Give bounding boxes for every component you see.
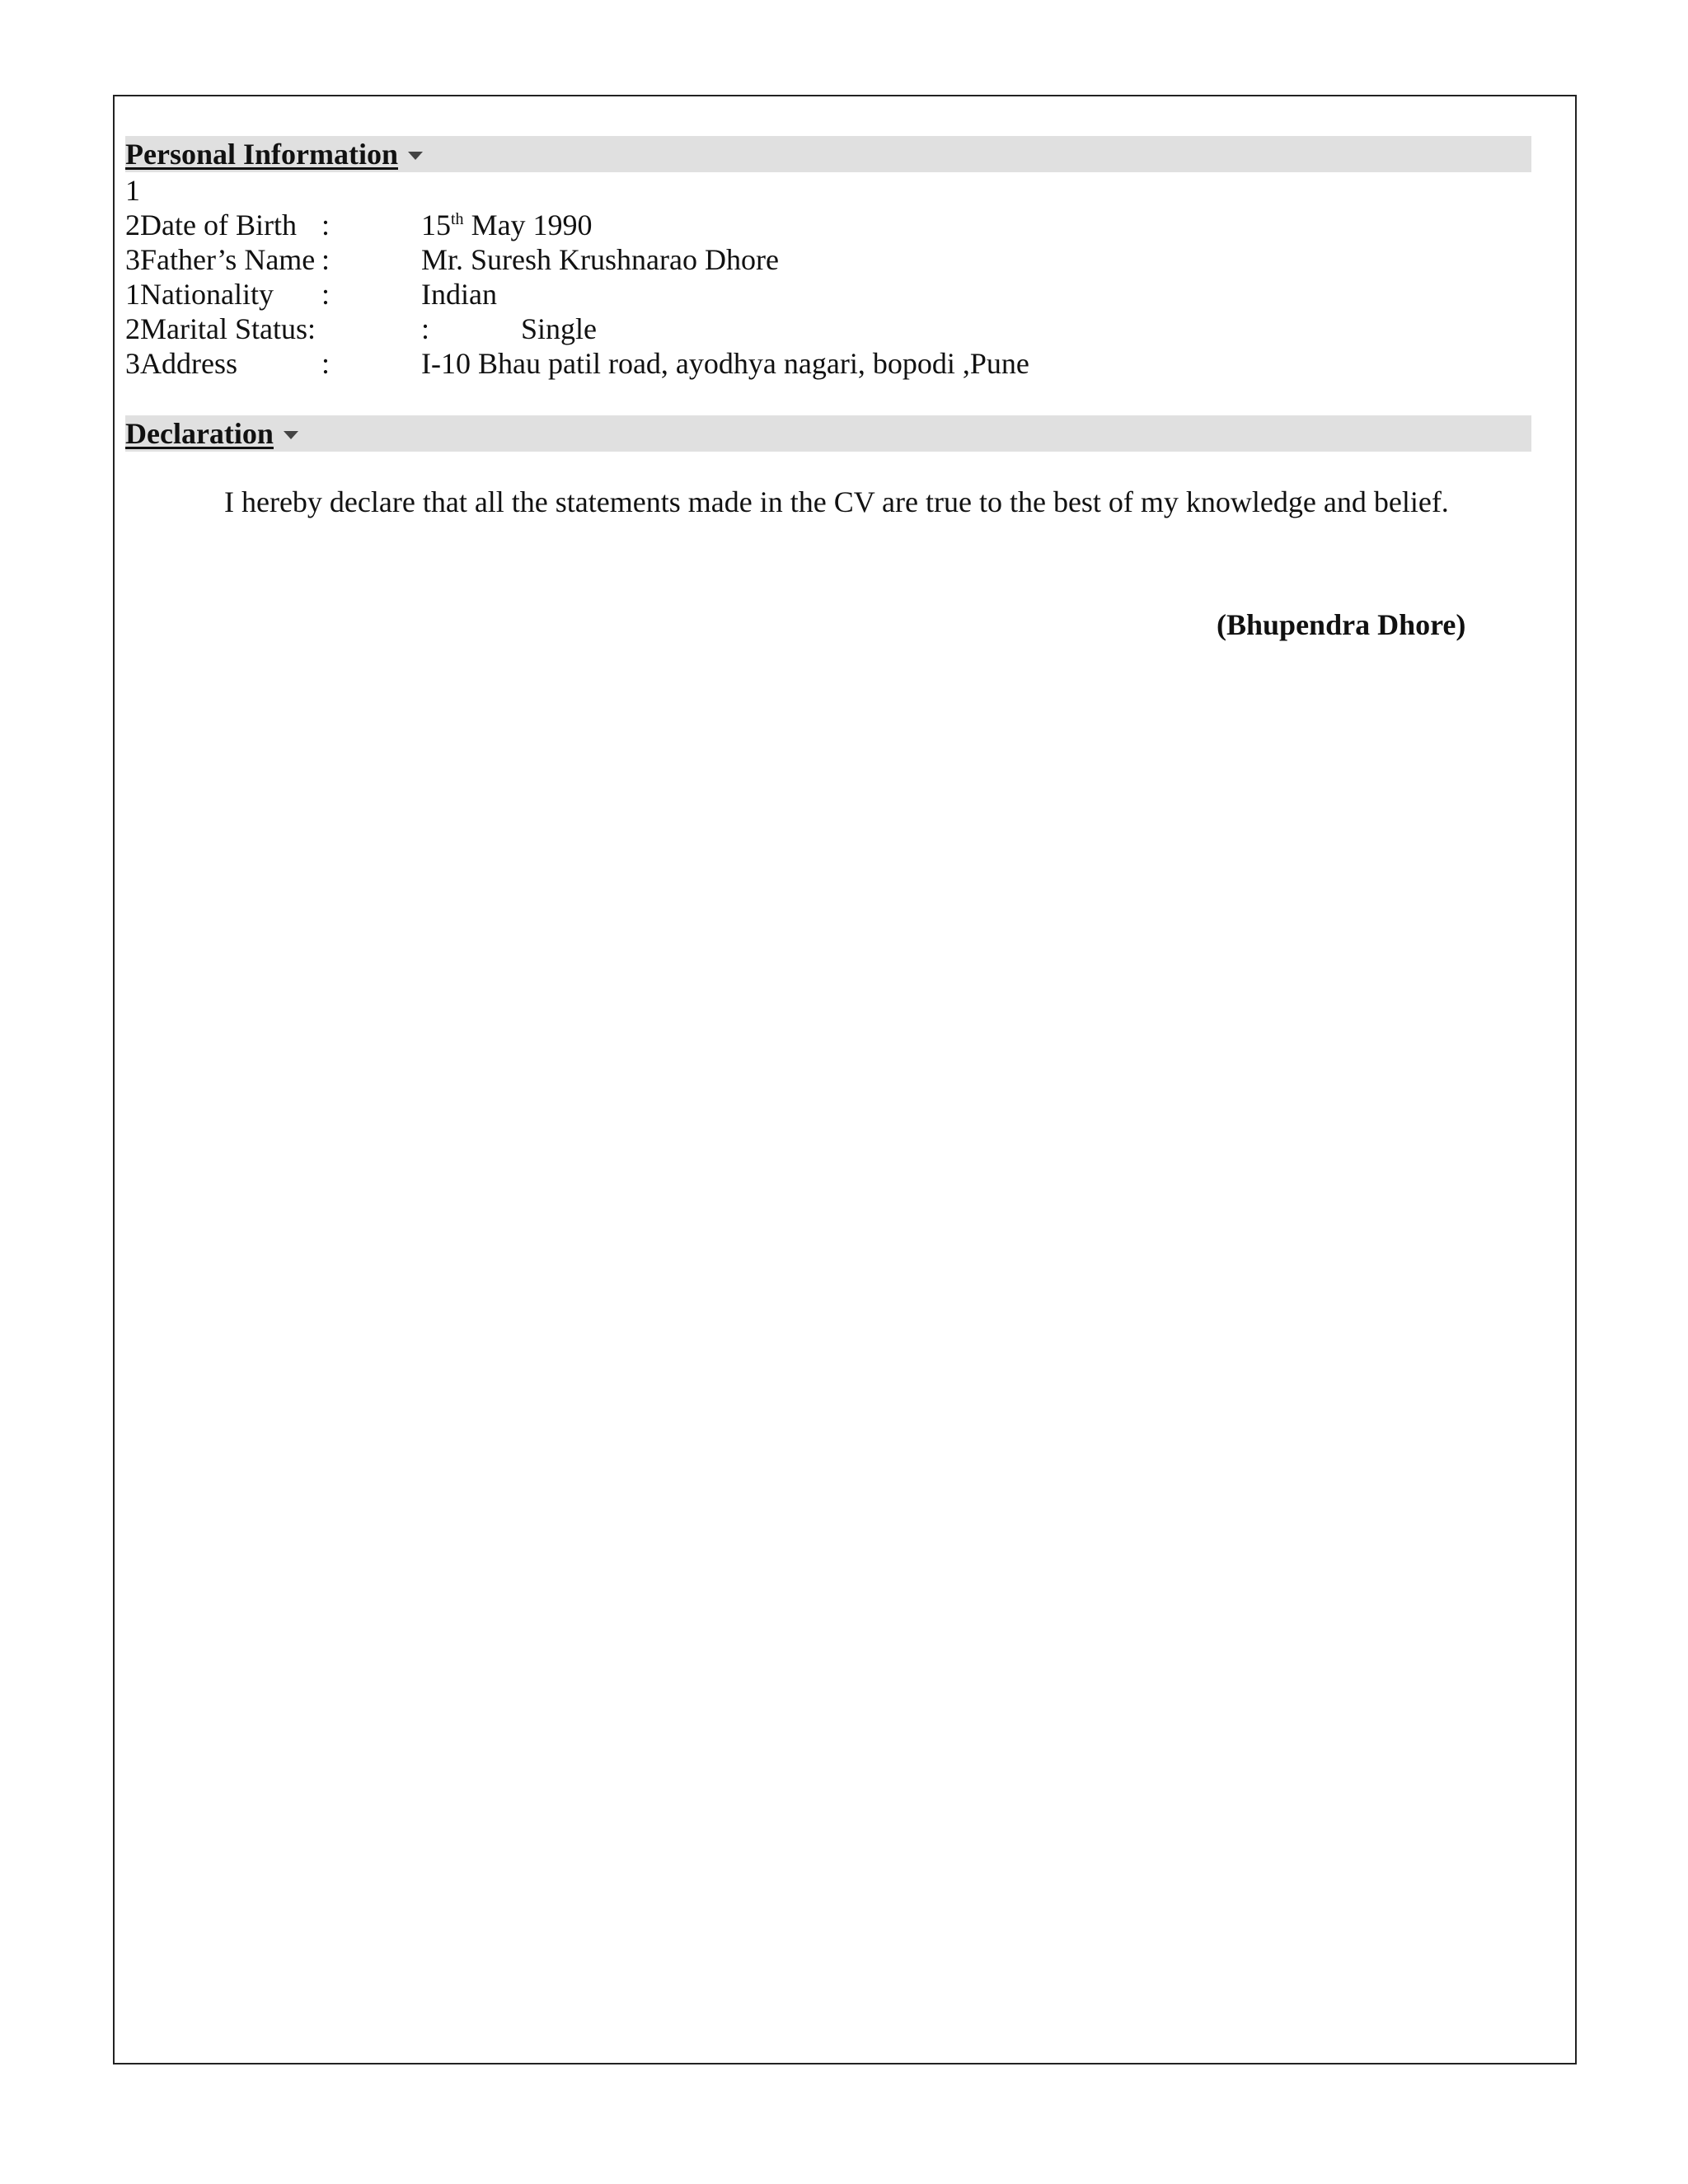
row-label: Address — [140, 347, 237, 380]
row-label: Nationality — [140, 278, 274, 311]
row-value: I-10 Bhau patil road, ayodhya nagari, bopodi ,Pune — [421, 347, 1029, 380]
declaration-text: I hereby declare that all the statements made in the CV are true to the best of my knowledge and belief. — [224, 485, 1449, 518]
info-row-fathers-name — [125, 242, 779, 277]
row-colon: : — [321, 347, 331, 380]
caret-down-icon[interactable] — [408, 152, 423, 160]
row-colon: : — [421, 312, 430, 345]
row-colon: : — [321, 209, 331, 241]
row-label: Marital Status: — [140, 312, 316, 345]
row-colon: : — [321, 243, 331, 276]
row-number: 1 — [125, 174, 140, 207]
caret-down-icon[interactable] — [284, 431, 298, 439]
info-row-date-of-birth — [125, 208, 593, 242]
info-row-address — [125, 346, 1029, 381]
signature-name: (Bhupendra Dhore) — [1217, 608, 1466, 641]
section-title: Declaration — [125, 417, 274, 450]
section-header-personal-information[interactable] — [125, 136, 1531, 172]
page-border — [113, 95, 1577, 2064]
section-title: Personal Information — [125, 138, 398, 171]
row-number: 3 — [125, 243, 140, 276]
row-number: 2 — [125, 209, 140, 241]
row-number: 1 — [125, 278, 140, 311]
row-number: 3 — [125, 347, 140, 380]
row-value: Indian — [421, 278, 497, 311]
info-row-blank — [125, 173, 140, 208]
section-header-declaration[interactable] — [125, 415, 1531, 452]
row-colon: : — [321, 278, 331, 311]
info-row-marital-status — [125, 312, 598, 346]
row-value — [421, 208, 593, 242]
value-ordinal-suffix: th — [451, 210, 464, 228]
row-label: Father’s Name — [140, 243, 316, 276]
row-number: 2 — [125, 312, 140, 345]
value-day: 15 — [421, 209, 451, 241]
row-value: Single — [521, 312, 598, 345]
row-value: Mr. Suresh Krushnarao Dhore — [421, 243, 779, 276]
value-rest: May 1990 — [463, 209, 593, 241]
info-row-nationality — [125, 277, 497, 312]
row-label: Date of Birth — [140, 209, 297, 241]
